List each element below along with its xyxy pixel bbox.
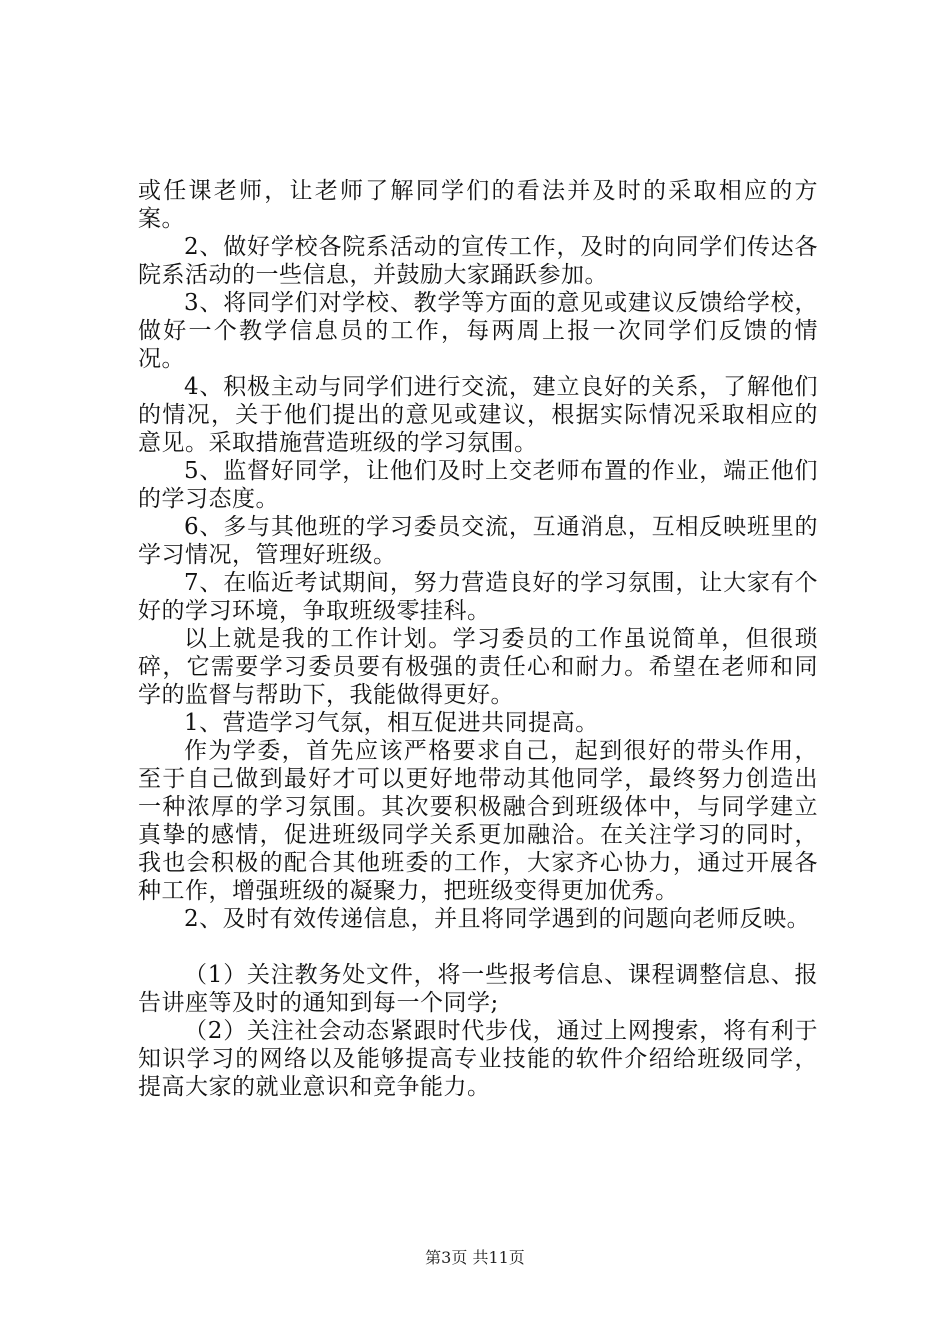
document-body [138,177,818,1101]
paragraph-heading-1: 1、营造学习气氛，相互促进共同提高。 [184,710,599,736]
page-footer [0,1245,950,1268]
paragraph-spacer [138,933,818,961]
paragraph-item-2: 2、做好学校各院系活动的宣传工作，及时的向同学们传达各院系活动的一些信息，并鼓励大家踊跃参加。 [138,234,818,288]
paragraph-item-7: 7、在临近考试期间，努力营造良好的学习氛围，让大家有个好的学习环境，争取班级零挂科。 [138,570,818,624]
paragraph-body-1: 作为学委，首先应该严格要求自己，起到很好的带头作用，至于自己做到最好才可以更好地带动其他同学，最终努力创造出一种浓厚的学习氛围。其次要积极融合到班级体中，与同学建立真挚的感情，促进班级同学关系更加融洽。在关注学习的同时，我也会积极的配合其他班委的工作，大家齐心协力，通过开展各种工作，增强班级的凝聚力，把班级变得更加优秀。 [138,738,818,904]
paragraph-item-4: 4、积极主动与同学们进行交流，建立良好的关系，了解他们的情况，关于他们提出的意见或建议，根据实际情况采取相应的意见。采取措施营造班级的学习氛围。 [138,374,818,456]
paragraph-subitem-1: （1）关注教务处文件，将一些报考信息、课程调整信息、报告讲座等及时的通知到每一个同学; [138,962,818,1016]
paragraph-item-6: 6、多与其他班的学习委员交流，互通消息，互相反映班里的学习情况，管理好班级。 [138,514,818,568]
paragraph-continuation: 或任课老师，让老师了解同学们的看法并及时的采取相应的方案。 [138,178,818,232]
paragraph-summary: 以上就是我的工作计划。学习委员的工作虽说简单，但很琐碎，它需要学习委员要有极强的责任心和耐力。希望在老师和同学的监督与帮助下，我能做得更好。 [138,626,818,708]
page-number: 第3页 共11页 [425,1248,525,1267]
paragraph-item-5: 5、监督好同学，让他们及时上交老师布置的作业，端正他们的学习态度。 [138,458,818,512]
paragraph-item-3: 3、将同学们对学校、教学等方面的意见或建议反馈给学校，做好一个教学信息员的工作，每两周上报一次同学们反馈的情况。 [138,290,818,372]
paragraph-heading-2: 2、及时有效传递信息，并且将同学遇到的问题向老师反映。 [184,906,811,932]
paragraph-subitem-2: （2）关注社会动态紧跟时代步伐，通过上网搜索，将有利于知识学习的网络以及能够提高专业技能的软件介绍给班级同学，提高大家的就业意识和竞争能力。 [138,1018,818,1100]
